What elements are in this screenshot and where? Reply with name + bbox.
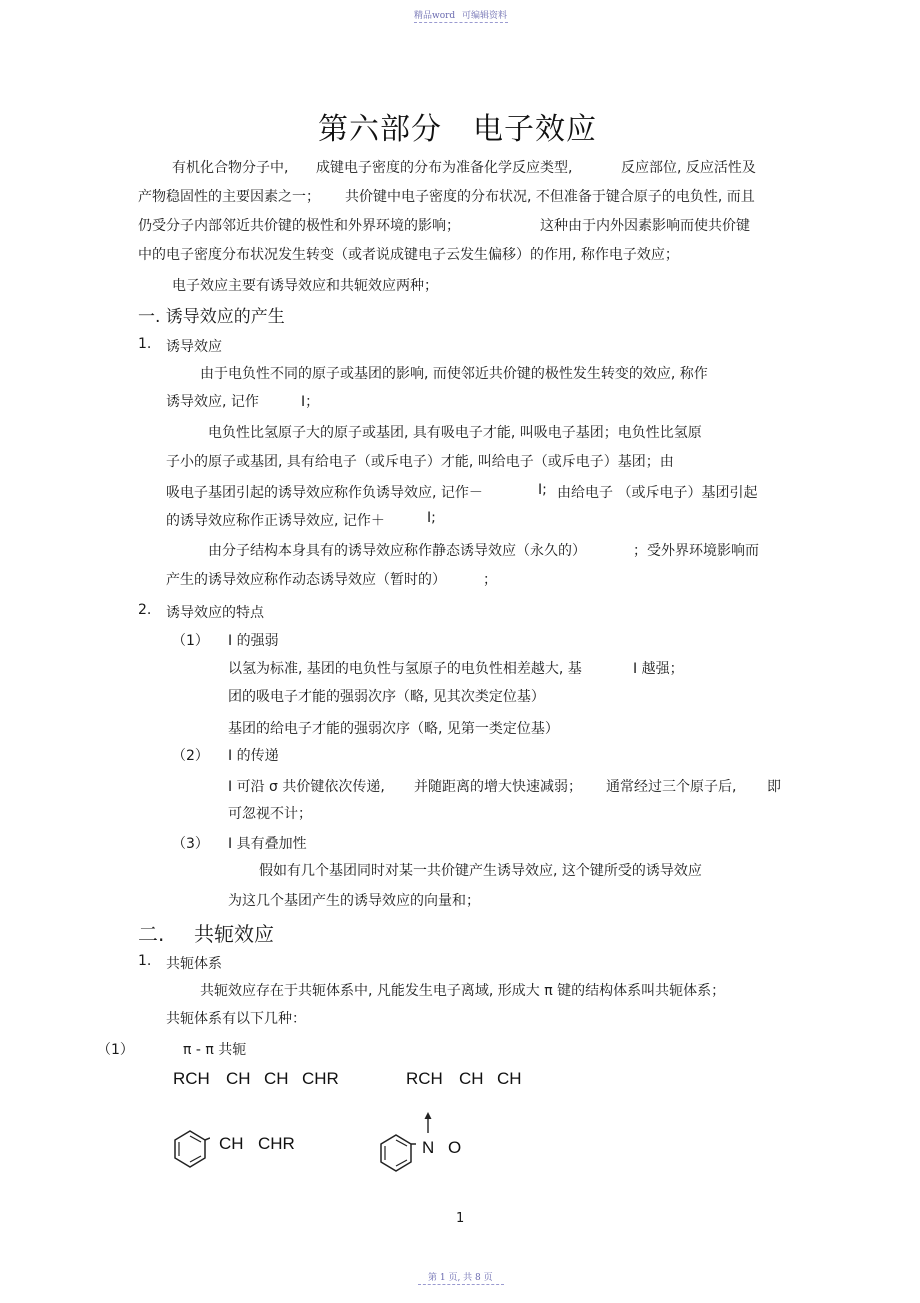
sub-1-para-3b1: 产生的诱导效应称作动态诱导效应（暂时的） [166,572,446,588]
item-1-line-a1: 以氢为标准, 基团的电负性与氢原子的电负性相差越大, 基 [228,661,582,677]
formula-c-ch: CH [219,1134,244,1153]
item-2-line-a1: I 可沿 σ 共价键依次传递, [228,779,385,795]
intro-line-1a: 有机化合物分子中, [172,160,289,176]
formula-c-chr: CHR [258,1134,295,1153]
sub-1-para-2c3: 由给电子 （或斥电子）基团引起 [557,485,758,501]
sub-1-para-3b2: ； [483,572,497,588]
s2-para-2: 共轭体系有以下几种： [166,1011,306,1027]
s2-sub-1-title: 共轭体系 [166,956,222,972]
footer-page-info: 第 1 页, 共 8 页 [428,1273,493,1283]
section-2-title: 共轭效应 [194,922,274,946]
formula-a-chr: CHR [302,1069,339,1088]
intro-line-5: 电子效应主要有诱导效应和共轭效应两种； [172,278,438,294]
intro-line-1b: 成键电子密度的分布为准备化学反应类型, [316,160,573,176]
sub-1-para-2b: 子小的原子或基团, 具有给电子（或斥电子）才能, 叫给电子（或斥电子）基团；由 [166,454,674,470]
item-2-number: （2） [172,748,209,764]
sub-1-para-2a: 电负性比氢原子大的原子或基团, 具有吸电子才能, 叫吸电子基团；电负性比氢原 [208,425,702,441]
item-1-number: （1） [172,633,209,649]
formula-d-o: O [448,1138,462,1157]
header-right-text: 可编辑资料 [462,11,508,21]
intro-line-2a: 产物稳固性的主要因素之一； [138,189,320,205]
item-2-line-a2: 并随距离的增大快速减弱； [414,779,582,795]
item-2-line-a3: 通常经过三个原子后, [606,779,737,795]
s2-sub-1-number: 1. [138,953,152,969]
header-left-text: 精品word [414,11,456,21]
sub-1-para-2d2: I; [427,510,436,526]
intro-line-3b: 这种由于内外因素影响而使共价键 [540,218,750,234]
formula-d-n: N [422,1138,435,1157]
intro-line-4: 中的电子密度分布状况发生转变（或者说成键电子云发生偏移）的作用, 称作电子效应； [138,247,679,263]
page-number: 1 [456,1211,465,1226]
sub-1-para-2c2: I; [538,482,547,498]
intro-line-2b: 共价键中电子密度的分布状况, 不但准备于键合原子的电负性, 而且 [345,189,755,205]
item-3-number: （3） [172,836,209,852]
sub-1-number: 1. [138,336,152,352]
item-1-line-c: 基团的给电子才能的强弱次序（略, 见第一类定位基） [228,721,559,737]
s2-para-1: 共轭效应存在于共轭体系中, 凡能发生电子离域, 形成大 π 键的结构体系叫共轭体系； [200,983,726,999]
arrow-up-icon [423,1112,433,1134]
intro-line-3a: 仍受分子内部邻近共价键的极性和外界环境的影响； [138,218,460,234]
header-divider [414,22,508,23]
item-3-line-a: 假如有几个基团同时对某一共价键产生诱导效应, 这个键所受的诱导效应 [259,863,702,879]
benzene-ring-icon [170,1128,210,1170]
item-2-line-a4: 即 [767,779,781,795]
formula-b-ch-2: CH [497,1069,522,1088]
item-3-line-b: 为这几个基团产生的诱导效应的向量和； [228,893,480,909]
item-1-title: I 的强弱 [228,633,279,649]
section-2-number: 二. [138,922,165,946]
formula-a-rch: RCH [173,1069,210,1088]
intro-line-1c: 反应部位, 反应活性及 [621,160,756,176]
formula-a-ch-2: CH [264,1069,289,1088]
sub-1-para-1c: I； [301,394,320,410]
sub-1-title: 诱导效应 [166,339,222,355]
item-2-line-b: 可忽视不计； [228,806,312,822]
sub-1-para-1a: 由于电负性不同的原子或基团的影响, 而使邻近共价键的极性发生转变的效应, 称作 [200,366,708,382]
item-1-line-b: 团的吸电子才能的强弱次序（略, 见其次类定位基） [228,689,545,705]
footer-divider [418,1284,504,1285]
formula-b-rch: RCH [406,1069,443,1088]
page-title: 第六部分 电子效应 [318,112,597,147]
formula-b-ch-1: CH [459,1069,484,1088]
conjugation-1-number: （1） [97,1042,134,1058]
item-3-title: I 具有叠加性 [228,836,307,852]
sub-1-para-3a2: ；受外界环境影响而 [633,543,759,559]
item-2-title: I 的传递 [228,748,279,764]
sub-2-number: 2. [138,602,152,618]
conjugation-1-title: π - π 共轭 [183,1042,247,1058]
section-1-heading: 一. 诱导效应的产生 [138,307,285,327]
sub-2-title: 诱导效应的特点 [166,605,264,621]
sub-1-para-3a1: 由分子结构本身具有的诱导效应称作静态诱导效应（永久的） [208,543,586,559]
item-1-line-a2: I 越强； [633,661,684,677]
sub-1-para-1b: 诱导效应, 记作 [166,394,259,410]
sub-1-para-2c1: 吸电子基团引起的诱导效应称作负诱导效应, 记作－ [166,485,483,501]
sub-1-para-2d1: 的诱导效应称作正诱导效应, 记作＋ [166,513,385,529]
benzene-ring-icon-2 [376,1132,416,1174]
formula-a-ch-1: CH [226,1069,251,1088]
